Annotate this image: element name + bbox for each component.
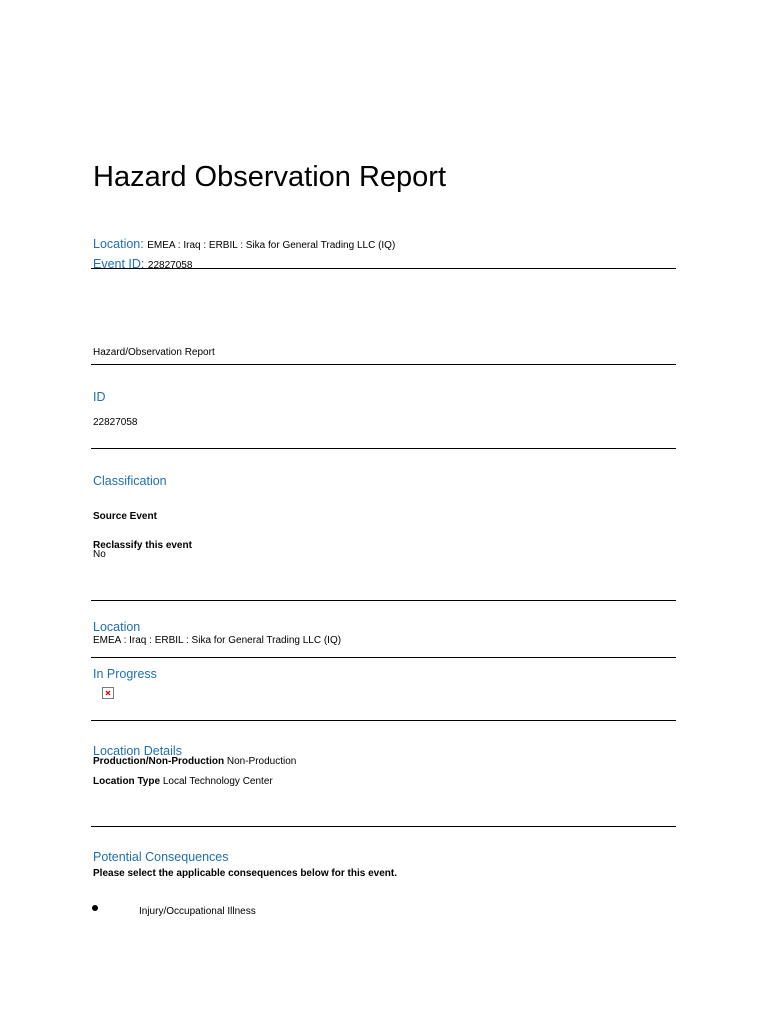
bullet-icon — [92, 905, 98, 911]
source-event-label: Source Event — [93, 511, 157, 522]
section-divider — [91, 600, 676, 601]
header-event-id-label: Event ID: — [93, 257, 145, 271]
classification-heading: Classification — [93, 474, 167, 488]
section-divider — [91, 657, 676, 658]
id-value: 22827058 — [93, 417, 138, 428]
location-type-value: Local Technology Center — [162, 776, 273, 787]
reclassify-label: Reclassify this event — [93, 540, 192, 551]
broken-image-icon — [102, 687, 114, 699]
location-details-heading: Location Details — [93, 744, 182, 758]
section-divider — [91, 448, 676, 449]
in-progress-heading: In Progress — [93, 667, 157, 681]
location-type-row — [93, 776, 273, 788]
header-event-id-value: 22827058 — [147, 260, 193, 271]
id-heading: ID — [93, 390, 106, 404]
header-divider — [91, 268, 676, 269]
consequences-instruction: Please select the applicable consequences below for this event. — [93, 868, 397, 879]
header-location-value: EMEA : Iraq : ERBIL : Sika for General Trading LLC (IQ) — [147, 240, 396, 251]
section-divider — [91, 364, 676, 365]
location-type-label: Location Type — [93, 776, 161, 787]
potential-consequences-heading: Potential Consequences — [93, 850, 229, 864]
header-location-label: Location: — [93, 237, 144, 251]
reclassify-value: No — [93, 549, 106, 560]
section-divider — [91, 720, 676, 721]
section-divider — [91, 826, 676, 827]
production-row — [93, 756, 296, 768]
consequence-item: Injury/Occupational Illness — [139, 906, 256, 917]
location-heading: Location — [93, 620, 141, 634]
location-value: EMEA : Iraq : ERBIL : Sika for General Trading LLC (IQ) — [93, 635, 342, 646]
header-location — [93, 236, 395, 254]
production-value: Non-Production — [226, 756, 297, 767]
production-label: Production/Non-Production — [93, 756, 225, 767]
form-type-text: Hazard/Observation Report — [93, 347, 215, 358]
header-event-id — [93, 256, 192, 274]
report-title: Hazard Observation Report — [93, 161, 446, 193]
